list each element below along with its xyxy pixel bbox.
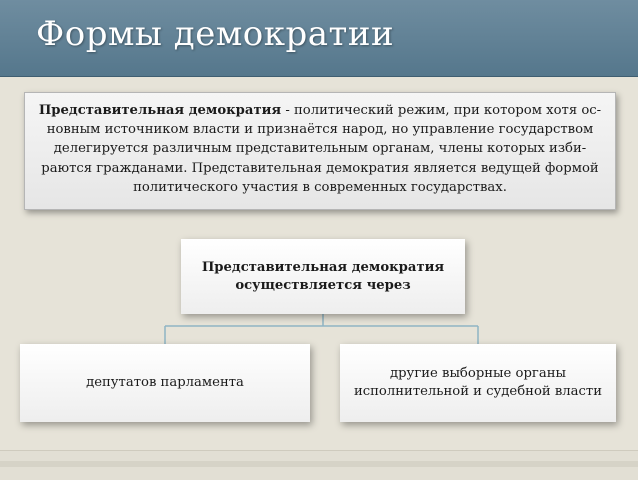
child-node-parliament	[20, 344, 310, 422]
footer-band	[0, 450, 638, 480]
child-node-other-bodies-line-1: другие выборные органы	[390, 366, 566, 381]
root-node-line-2: осуществляется через	[235, 277, 411, 293]
slide-title: Формы демократии	[36, 14, 395, 54]
root-node	[181, 239, 465, 314]
child-node-other-bodies-line-2: исполнительной и судебной власти	[353, 384, 603, 399]
child-node-parliament-label: депутатов парламента	[86, 375, 244, 390]
definition-text: - политический режим, при котором хотя ос-новным источником власти и признаётся народ, но управление государством делегируется различным представительным органам, члены которых изби-раются гражданами. Представительная демократия является ведущей формой политического участия в современных государствах.	[41, 103, 602, 195]
footer-stripe	[0, 461, 638, 467]
root-node-line-1: Представительная демократия	[201, 259, 445, 275]
child-node-other-bodies	[340, 344, 616, 422]
definition-term: Представительная демократия	[38, 103, 282, 118]
